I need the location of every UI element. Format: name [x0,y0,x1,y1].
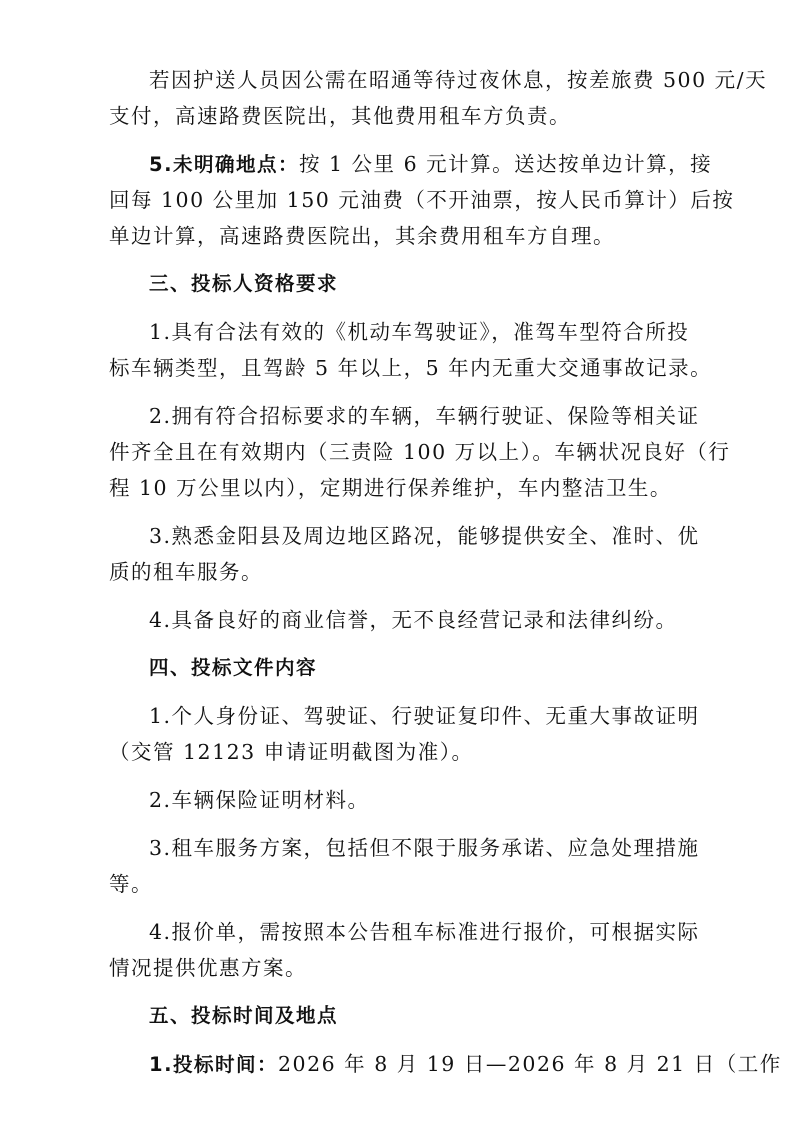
text-line [109,146,713,182]
line-text: 1.个人身份证、驾驶证、行驶证复印件、无重大事故证明 [149,704,700,728]
text-line [109,350,713,386]
line-text: 3.熟悉金阳县及周边地区路况，能够提供安全、准时、优 [149,524,700,548]
line-text: 支付，高速路费医院出，其他费用租车方负责。 [109,104,571,128]
paragraph [109,518,700,590]
text-line [109,62,768,98]
line-text: 回每 100 公里加 150 元油费（不开油票，按人民币算计）后按 [109,188,735,212]
paragraph [109,602,693,638]
line-text: 标车辆类型，且驾龄 5 年以上，5 年内无重大交通事故记录。 [109,356,713,380]
line-text: 质的租车服务。 [109,560,263,584]
text-line [109,602,693,638]
paragraph [109,830,700,902]
text-line [109,698,700,734]
paragraph [109,914,700,986]
line-text: 件齐全且在有效期内（三责险 100 万以上）。车辆状况良好（行 [109,440,731,464]
line-text: 等。 [109,872,153,896]
paragraph [109,146,735,254]
text-line [109,98,693,134]
paragraph [109,398,731,506]
line-text: 情况提供优惠方案。 [109,956,307,980]
section-heading: 五、投标时间及地点 [149,1004,339,1027]
text-line [109,950,693,986]
text-line [109,1046,782,1082]
text-line [109,470,693,506]
item-lead-label: 5.未明确地点： [149,153,299,176]
text-line [109,314,693,350]
line-text: 4.具备良好的商业信誉，无不良经营记录和法律纠纷。 [149,608,678,632]
text-line [109,554,693,590]
text-line [109,866,693,902]
section-heading: 四、投标文件内容 [149,656,318,679]
line-text: 2.车辆保险证明材料。 [149,788,370,812]
text-line [109,434,731,470]
text-line [109,398,700,434]
line-text: （交管 12123 申请证明截图为准）。 [109,740,474,764]
line-text: 3.租车服务方案，包括但不限于服务承诺、应急处理措施 [149,836,700,860]
document-page [109,62,782,1094]
paragraph [109,62,768,134]
line-text: 4.报价单，需按照本公告租车标准进行报价，可根据实际 [149,920,700,944]
paragraph [109,782,693,818]
text-line [109,914,700,950]
section-heading: 三、投标人资格要求 [149,272,339,295]
paragraph [109,698,700,770]
line-text: 1.具有合法有效的《机动车驾驶证》，准驾车型符合所投 [149,320,690,344]
text-line [109,182,735,218]
text-line [109,518,700,554]
line-text: 2.拥有符合招标要求的车辆，车辆行驶证、保险等相关证 [149,404,700,428]
line-text: 程 10 万公里以内），定期进行保养维护，车内整洁卫生。 [109,476,672,500]
paragraph [109,314,713,386]
text-line [109,830,700,866]
paragraph [109,1046,782,1082]
line-text: 按 1 公里 6 元计算。送达按单边计算，接 [298,152,713,176]
text-line [109,782,693,818]
line-text: 2026 年 8 月 19 日—2026 年 8 月 21 日（工作 [277,1052,782,1076]
text-line [109,218,693,254]
line-text: 若因护送人员因公需在昭通等待过夜休息，按差旅费 500 元/天 [149,68,768,92]
text-line [109,734,693,770]
item-lead-label: 1.投标时间： [149,1053,278,1076]
line-text: 单边计算，高速路费医院出，其余费用租车方自理。 [109,224,615,248]
